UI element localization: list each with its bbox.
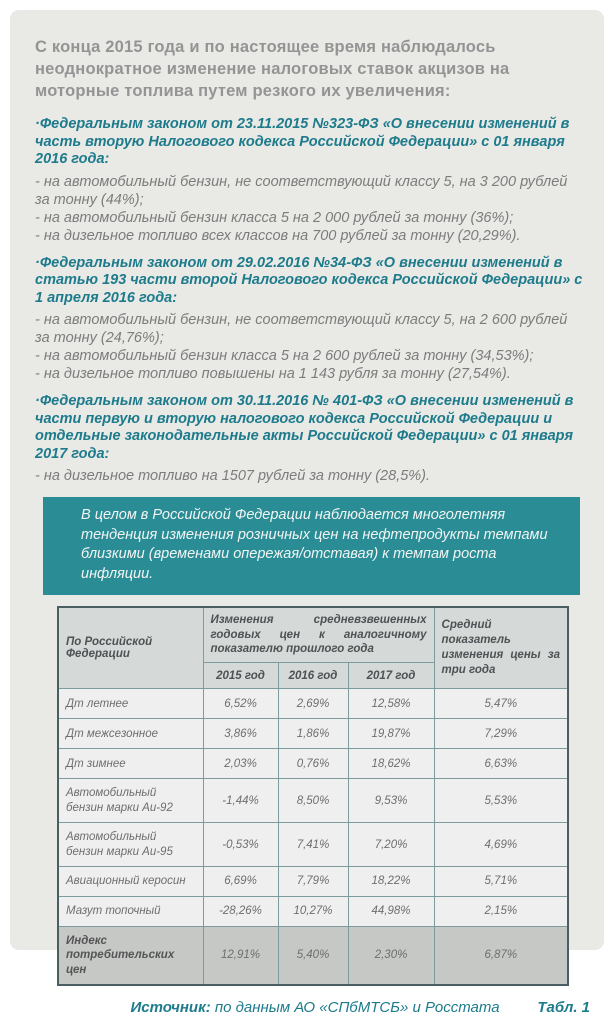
cell-value: 6,87% — [434, 926, 568, 985]
intro-paragraph: С конца 2015 года и по настоящее время наблюдалось неоднократное изменение налоговых ставок акцизов на моторные топлива путем резкого их увеличения: — [35, 38, 510, 101]
row-label: Автомобильный бензин марки Аи-95 — [58, 823, 203, 867]
cell-value: 5,71% — [434, 866, 568, 896]
table-row — [58, 689, 568, 719]
row-label: Дт межсезонное — [58, 719, 203, 749]
cell-value: 18,22% — [348, 866, 434, 896]
cell-value: 5,53% — [434, 779, 568, 823]
cell-value: 5,40% — [278, 926, 348, 985]
law-list-323fz — [35, 174, 583, 246]
cell-value: 2,69% — [278, 689, 348, 719]
law-title-323fz: ·Федеральным законом от 23.11.2015 №323-ФЗ «О внесении изменений в часть вторую Налогового кодекса Российской Федерации» с 01 января 2016 года: — [35, 116, 570, 168]
law-item: - на автомобильный бензин, не соответствующий классу 5, на 2 600 рублей за тонну (24,76%); — [35, 312, 568, 347]
row-label: Мазут топочный — [58, 896, 203, 926]
table-header-yearly-changes: Изменения средневзвешенных годовых цен к аналогичному показателю прошлого года — [203, 607, 434, 663]
row-label: Автомобильный бензин марки Аи-92 — [58, 779, 203, 823]
table-row-cpi — [58, 926, 568, 985]
source-text: по данным АО «СПбМТСБ» и Росстата — [210, 999, 500, 1016]
law-item: - на автомобильный бензин, не соответствующий классу 5, на 3 200 рублей за тонну (44%); — [35, 173, 568, 208]
cell-value: 6,52% — [203, 689, 278, 719]
table-row — [58, 779, 568, 823]
callout-box: В целом в Российской Федерации наблюдается многолетняя тенденция изменения розничных цен на нефтепродукты темпами близкими (временами опережая/отставая) к темпам роста инфляции. — [43, 497, 580, 594]
cell-value: 1,86% — [278, 719, 348, 749]
cell-value: 18,62% — [348, 749, 434, 779]
law-item: - на автомобильный бензин класса 5 на 2 000 рублей за тонну (36%); — [35, 209, 514, 226]
cell-value: 7,41% — [278, 823, 348, 867]
law-list-401fz — [35, 468, 583, 486]
cell-value: 2,30% — [348, 926, 434, 985]
cell-value: 12,58% — [348, 689, 434, 719]
cell-value: 4,69% — [434, 823, 568, 867]
table-row — [58, 719, 568, 749]
law-list-34fz — [35, 312, 583, 384]
cell-value: 7,79% — [278, 866, 348, 896]
cell-value: 3,86% — [203, 719, 278, 749]
row-label: Дт летнее — [58, 689, 203, 719]
row-label: Авиационный керосин — [58, 866, 203, 896]
cell-value: 6,69% — [203, 866, 278, 896]
price-change-table — [57, 606, 569, 986]
table-row — [58, 896, 568, 926]
cell-value: 9,53% — [348, 779, 434, 823]
cell-value: 44,98% — [348, 896, 434, 926]
table-row — [58, 749, 568, 779]
cell-value: 7,20% — [348, 823, 434, 867]
cell-value: 2,15% — [434, 896, 568, 926]
law-title-34fz: ·Федеральным законом от 29.02.2016 №34-ФЗ «О внесении изменений в статью 193 части второй Налогового кодекса Российской Федерации» с 1 апреля 2016 года: — [35, 254, 583, 306]
cell-value: 7,29% — [434, 719, 568, 749]
cell-value: 10,27% — [278, 896, 348, 926]
law-item: - на дизельное топливо повышены на 1 143 рубля за тонну (27,54%). — [35, 366, 511, 383]
law-item: - на дизельное топливо всех классов на 700 рублей за тонну (20,29%). — [35, 227, 521, 244]
law-title-401fz: ·Федеральным законом от 30.11.2016 № 401-ФЗ «О внесении изменений в части первую и вторую налогового кодекса Российской Федерации и отдельные законодательные акты Российской Федерации» с 01 января 2017 года: — [35, 393, 574, 462]
table-row — [58, 866, 568, 896]
document-page — [10, 10, 604, 1016]
cell-value: 5,47% — [434, 689, 568, 719]
cell-value: 2,03% — [203, 749, 278, 779]
table-header-region: По Российской Федерации — [58, 607, 203, 689]
cell-value: 19,87% — [348, 719, 434, 749]
source-label: Источник: — [130, 999, 211, 1016]
cell-value: 8,50% — [278, 779, 348, 823]
table-header-average: Средний показатель изменения цены за три года — [434, 607, 568, 689]
cell-value: -0,53% — [203, 823, 278, 867]
cell-value: 0,76% — [278, 749, 348, 779]
cell-value: -1,44% — [203, 779, 278, 823]
table-number: Табл. 1 — [537, 999, 590, 1016]
source-line — [95, 999, 535, 1016]
cell-value: -28,26% — [203, 896, 278, 926]
row-label: Индекс потребительских цен — [58, 926, 203, 985]
cell-value: 12,91% — [203, 926, 278, 985]
year-header-2015: 2015 год — [203, 663, 278, 689]
row-label: Дт зимнее — [58, 749, 203, 779]
law-item: - на автомобильный бензин класса 5 на 2 600 рублей за тонну (34,53%); — [35, 348, 534, 365]
year-header-2017: 2017 год — [348, 663, 434, 689]
table-row — [58, 823, 568, 867]
cell-value: 6,63% — [434, 749, 568, 779]
law-item: - на дизельное топливо на 1507 рублей за тонну (28,5%). — [35, 468, 431, 485]
footer — [35, 999, 595, 1016]
year-header-2016: 2016 год — [278, 663, 348, 689]
